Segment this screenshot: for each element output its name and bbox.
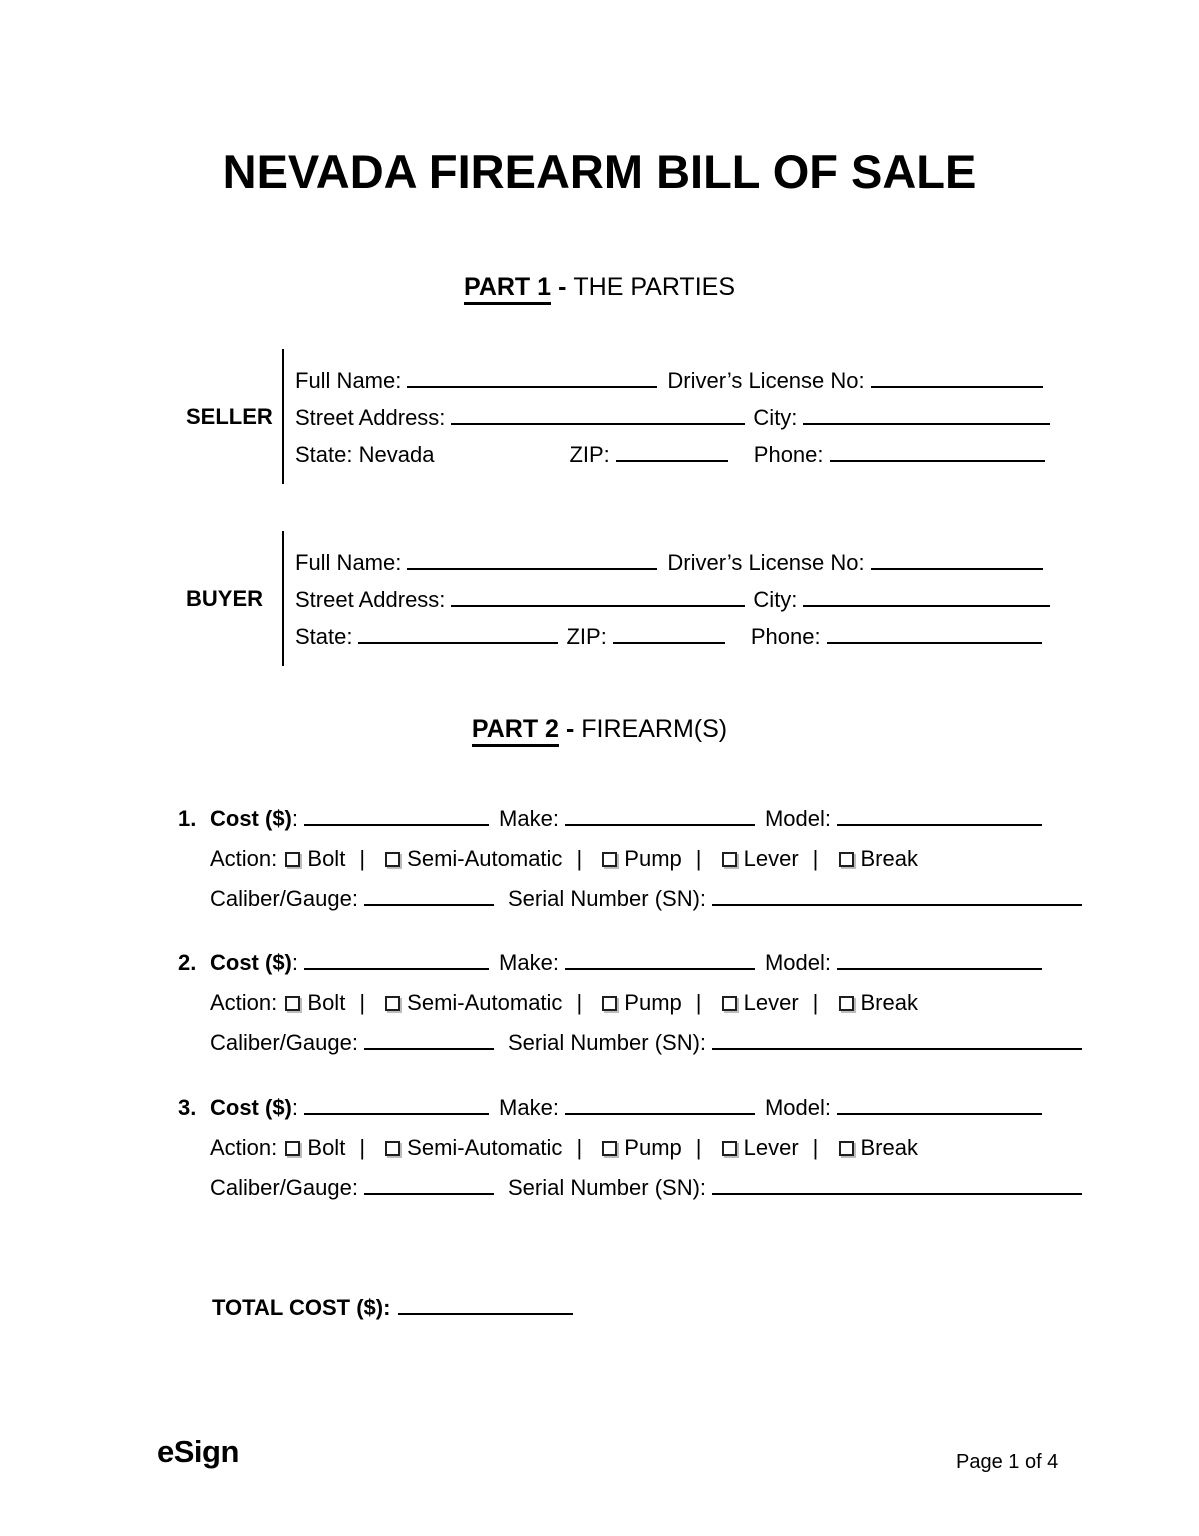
option-separator: | bbox=[576, 846, 583, 871]
firearm-2-break-checkbox[interactable] bbox=[839, 996, 854, 1011]
seller-fields bbox=[282, 349, 1050, 484]
firearm-2-caliber-blank[interactable] bbox=[364, 1023, 494, 1050]
firearm-2-make-label: Make: bbox=[499, 950, 559, 975]
total-cost-blank[interactable] bbox=[398, 1288, 573, 1315]
firearm-1-semi-automatic-label: Semi-Automatic bbox=[407, 846, 563, 871]
firearm-3-break-label: Break bbox=[860, 1135, 918, 1160]
firearm-1-break-label: Break bbox=[860, 846, 918, 871]
firearm-3-lever-label: Lever bbox=[743, 1135, 799, 1160]
firearm-3-semi-automatic-label: Semi-Automatic bbox=[407, 1135, 563, 1160]
firearm-1-serial-blank[interactable] bbox=[712, 879, 1082, 906]
option-separator: | bbox=[812, 990, 819, 1015]
option-separator: | bbox=[812, 846, 819, 871]
firearm-item-2 bbox=[178, 943, 1068, 1063]
firearm-2-bolt-label: Bolt bbox=[307, 990, 346, 1015]
buyer-drivers-license-blank[interactable] bbox=[871, 543, 1043, 570]
seller-row-address bbox=[295, 398, 1050, 435]
firearm-2-model-label: Model: bbox=[764, 950, 831, 975]
firearm-item-3 bbox=[178, 1088, 1068, 1208]
firearm-1-caliber-row bbox=[178, 879, 1068, 919]
part1-heading bbox=[0, 273, 1199, 302]
firearm-2-pump-label: Pump bbox=[624, 990, 682, 1015]
total-cost-row bbox=[212, 1288, 573, 1328]
firearm-2-cost-blank[interactable] bbox=[304, 943, 489, 970]
firearm-2-caliber-row bbox=[178, 1023, 1068, 1063]
option-separator: | bbox=[359, 846, 366, 871]
total-cost-label: TOTAL COST ($): bbox=[212, 1295, 391, 1320]
firearm-3-serial-blank[interactable] bbox=[712, 1168, 1082, 1195]
firearm-3-semi-automatic-checkbox[interactable] bbox=[385, 1141, 400, 1156]
buyer-phone-blank[interactable] bbox=[827, 617, 1042, 644]
firearm-2-cost-colon: : bbox=[291, 950, 299, 975]
firearm-1-make-blank[interactable] bbox=[565, 799, 755, 826]
buyer-full-name-blank[interactable] bbox=[407, 543, 657, 570]
firearm-3-cost-label: Cost ($) bbox=[210, 1095, 292, 1120]
firearm-3-caliber-row bbox=[178, 1168, 1068, 1208]
buyer-fields bbox=[282, 531, 1050, 666]
firearm-2-lever-label: Lever bbox=[743, 990, 799, 1015]
firearm-3-model-blank[interactable] bbox=[837, 1088, 1042, 1115]
firearm-3-action-label: Action: bbox=[210, 1135, 278, 1160]
firearm-1-serial-label: Serial Number (SN): bbox=[507, 886, 707, 911]
firearm-1-model-blank[interactable] bbox=[837, 799, 1042, 826]
firearm-3-make-blank[interactable] bbox=[565, 1088, 755, 1115]
firearm-1-pump-checkbox[interactable] bbox=[602, 852, 617, 867]
firearm-2-lever-checkbox[interactable] bbox=[722, 996, 737, 1011]
seller-label: SELLER bbox=[186, 403, 273, 429]
firearm-3-number: 3. bbox=[178, 1095, 197, 1120]
firearm-1-cost-label: Cost ($) bbox=[210, 806, 292, 831]
firearm-item-1 bbox=[178, 799, 1068, 919]
seller-drivers-license-label: Driver’s License No: bbox=[667, 368, 865, 393]
firearm-2-action-row bbox=[178, 983, 1068, 1023]
firearm-1-model-label: Model: bbox=[764, 806, 831, 831]
option-separator: | bbox=[359, 1135, 366, 1160]
part2-heading-separator: - bbox=[565, 715, 575, 743]
buyer-row-name bbox=[295, 543, 1050, 580]
firearm-1-make-label: Make: bbox=[499, 806, 559, 831]
firearm-1-cost-blank[interactable] bbox=[304, 799, 489, 826]
firearm-3-serial-label: Serial Number (SN): bbox=[507, 1175, 707, 1200]
buyer-street-address-label: Street Address: bbox=[295, 587, 446, 612]
firearm-2-serial-label: Serial Number (SN): bbox=[507, 1030, 707, 1055]
part2-heading bbox=[0, 715, 1199, 744]
part2-heading-label: PART 2 bbox=[472, 715, 559, 747]
option-separator: | bbox=[576, 1135, 583, 1160]
firearm-3-action-row bbox=[178, 1128, 1068, 1168]
firearm-2-break-label: Break bbox=[860, 990, 918, 1015]
buyer-zip-blank[interactable] bbox=[613, 617, 725, 644]
option-separator: | bbox=[695, 846, 702, 871]
option-separator: | bbox=[695, 990, 702, 1015]
part1-heading-separator: - bbox=[558, 273, 567, 301]
buyer-state-label: State: bbox=[295, 624, 353, 649]
buyer-zip-label: ZIP: bbox=[566, 624, 607, 649]
buyer-row-state bbox=[295, 617, 1050, 654]
option-separator: | bbox=[359, 990, 366, 1015]
firearm-1-action-row bbox=[178, 839, 1068, 879]
firearm-3-caliber-label: Caliber/Gauge: bbox=[210, 1175, 358, 1200]
firearm-3-caliber-blank[interactable] bbox=[364, 1168, 494, 1195]
firearm-3-bolt-label: Bolt bbox=[307, 1135, 346, 1160]
firearm-1-cost-colon: : bbox=[291, 806, 299, 831]
firearm-1-lever-label: Lever bbox=[743, 846, 799, 871]
seller-zip-label: ZIP: bbox=[569, 442, 610, 467]
firearm-3-cost-row bbox=[178, 1088, 1068, 1128]
buyer-phone-label: Phone: bbox=[750, 624, 821, 649]
firearm-3-bolt-checkbox[interactable] bbox=[285, 1141, 300, 1156]
firearm-1-lever-checkbox[interactable] bbox=[722, 852, 737, 867]
esign-logo: eSign bbox=[157, 1434, 239, 1469]
firearm-1-semi-automatic-checkbox[interactable] bbox=[385, 852, 400, 867]
buyer-section bbox=[186, 531, 1050, 666]
seller-state-label: State: Nevada bbox=[295, 442, 435, 467]
firearm-2-model-blank[interactable] bbox=[837, 943, 1042, 970]
seller-row-name bbox=[295, 361, 1050, 398]
buyer-row-address bbox=[295, 580, 1050, 617]
firearm-1-number: 1. bbox=[178, 806, 197, 831]
firearm-2-make-blank[interactable] bbox=[565, 943, 755, 970]
firearm-1-bolt-label: Bolt bbox=[307, 846, 346, 871]
firearm-2-cost-label: Cost ($) bbox=[210, 950, 292, 975]
seller-phone-blank[interactable] bbox=[830, 435, 1045, 462]
buyer-city-blank[interactable] bbox=[803, 580, 1050, 607]
part1-heading-text: THE PARTIES bbox=[573, 273, 735, 301]
buyer-city-label: City: bbox=[753, 587, 798, 612]
firearm-1-action-label: Action: bbox=[210, 846, 278, 871]
buyer-full-name-label: Full Name: bbox=[295, 550, 402, 575]
buyer-drivers-license-label: Driver’s License No: bbox=[667, 550, 865, 575]
firearm-2-semi-automatic-label: Semi-Automatic bbox=[407, 990, 563, 1015]
seller-full-name-label: Full Name: bbox=[295, 368, 402, 393]
seller-city-blank[interactable] bbox=[803, 398, 1050, 425]
firearm-1-pump-label: Pump bbox=[624, 846, 682, 871]
part1-heading-label: PART 1 bbox=[464, 273, 551, 305]
buyer-label: BUYER bbox=[186, 585, 264, 611]
firearm-1-caliber-label: Caliber/Gauge: bbox=[210, 886, 358, 911]
document-title: NEVADA FIREARM BILL OF SALE bbox=[222, 145, 977, 198]
firearm-2-number: 2. bbox=[178, 950, 197, 975]
firearm-3-cost-blank[interactable] bbox=[304, 1088, 489, 1115]
option-separator: | bbox=[576, 990, 583, 1015]
firearm-3-pump-label: Pump bbox=[624, 1135, 682, 1160]
firearm-1-break-checkbox[interactable] bbox=[839, 852, 854, 867]
firearm-3-cost-colon: : bbox=[291, 1095, 299, 1120]
firearm-2-bolt-checkbox[interactable] bbox=[285, 996, 300, 1011]
firearm-1-cost-row bbox=[178, 799, 1068, 839]
firearm-2-cost-row bbox=[178, 943, 1068, 983]
seller-street-address-blank[interactable] bbox=[451, 398, 745, 425]
firearm-3-model-label: Model: bbox=[764, 1095, 831, 1120]
firearm-3-break-checkbox[interactable] bbox=[839, 1141, 854, 1156]
firearm-1-caliber-blank[interactable] bbox=[364, 879, 494, 906]
seller-zip-blank[interactable] bbox=[616, 435, 728, 462]
seller-full-name-blank[interactable] bbox=[407, 361, 657, 388]
part2-heading-text: FIREARM(S) bbox=[581, 715, 728, 743]
firearm-2-caliber-label: Caliber/Gauge: bbox=[210, 1030, 358, 1055]
seller-drivers-license-blank[interactable] bbox=[871, 361, 1043, 388]
firearm-2-action-label: Action: bbox=[210, 990, 278, 1015]
buyer-street-address-blank[interactable] bbox=[451, 580, 745, 607]
firearm-3-lever-checkbox[interactable] bbox=[722, 1141, 737, 1156]
option-separator: | bbox=[812, 1135, 819, 1160]
page-number: Page 1 of 4 bbox=[956, 1451, 1059, 1473]
firearm-3-make-label: Make: bbox=[499, 1095, 559, 1120]
buyer-state-blank[interactable] bbox=[358, 617, 558, 644]
firearm-2-semi-automatic-checkbox[interactable] bbox=[385, 996, 400, 1011]
seller-street-address-label: Street Address: bbox=[295, 405, 446, 430]
firearm-1-bolt-checkbox[interactable] bbox=[285, 852, 300, 867]
firearm-3-pump-checkbox[interactable] bbox=[602, 1141, 617, 1156]
option-separator: | bbox=[695, 1135, 702, 1160]
seller-city-label: City: bbox=[753, 405, 798, 430]
seller-row-state bbox=[295, 435, 1050, 472]
seller-section bbox=[186, 349, 1050, 484]
firearm-2-serial-blank[interactable] bbox=[712, 1023, 1082, 1050]
firearm-2-pump-checkbox[interactable] bbox=[602, 996, 617, 1011]
seller-phone-label: Phone: bbox=[753, 442, 824, 467]
